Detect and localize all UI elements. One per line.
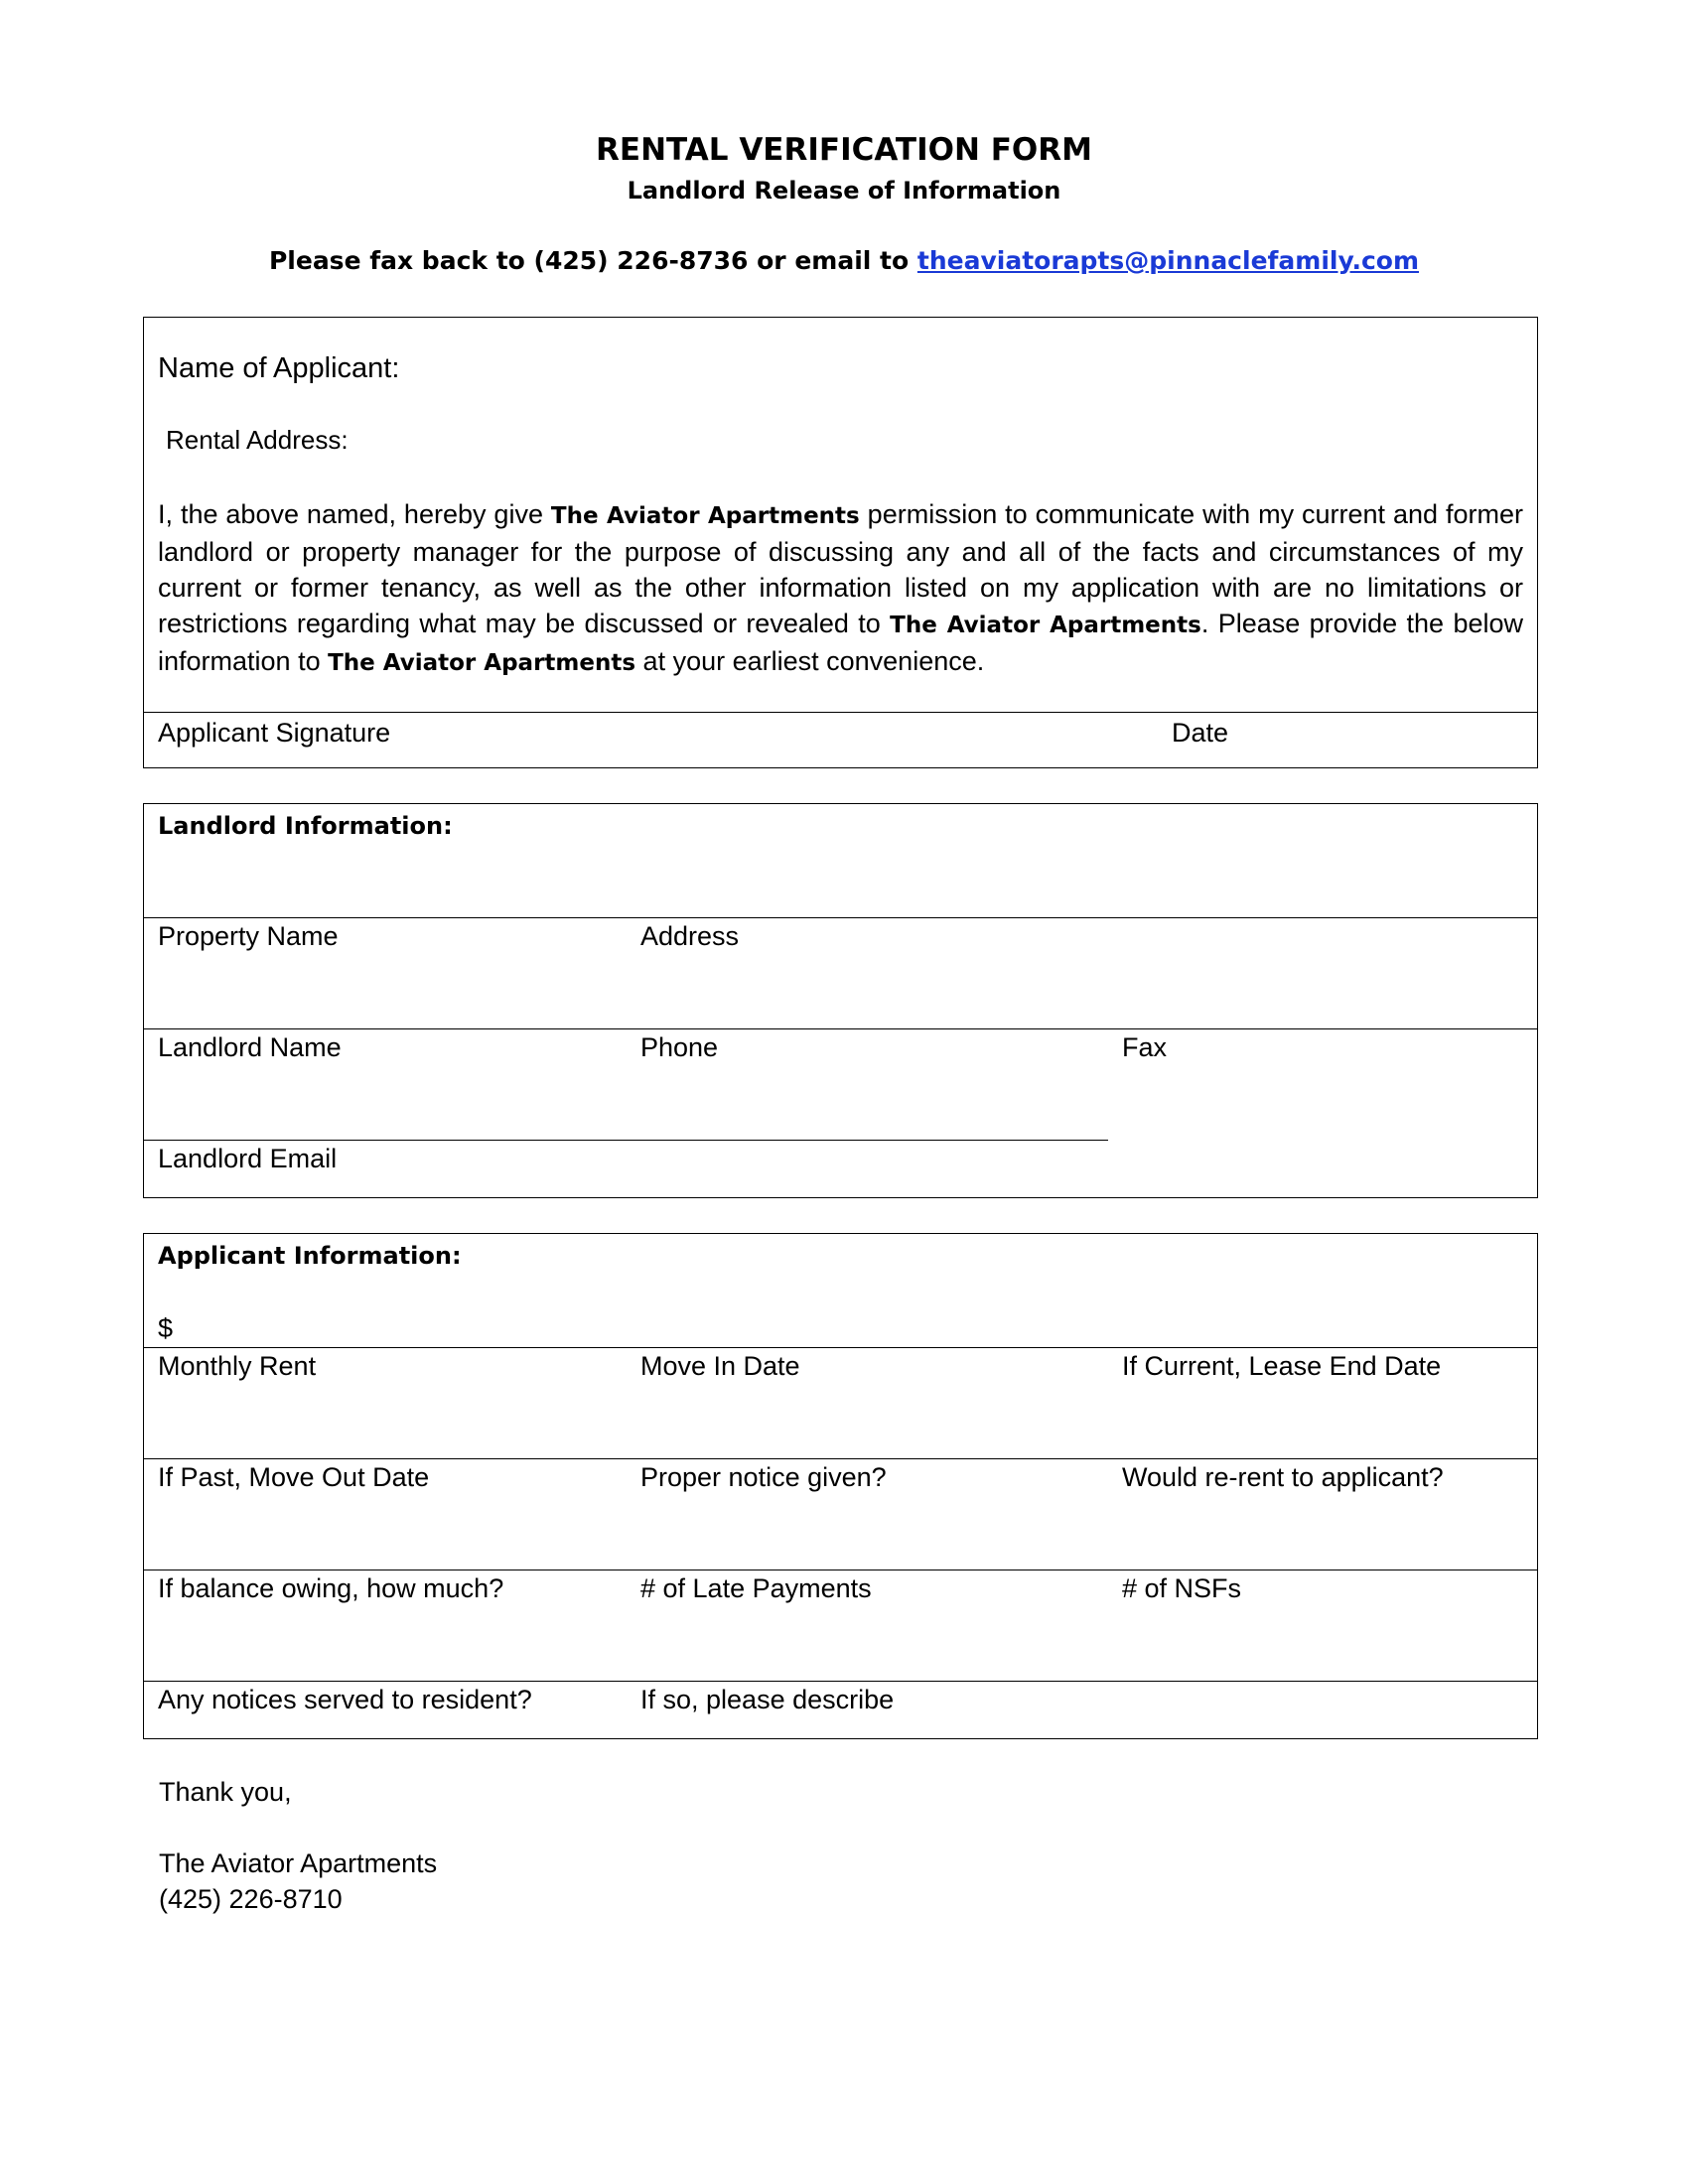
balance-label: If balance owing, how much? xyxy=(158,1573,504,1603)
applicant-heading: Applicant Information: xyxy=(158,1242,462,1270)
email-link[interactable]: theaviatorapts@pinnaclefamily.com xyxy=(916,246,1420,275)
lease-end-label: If Current, Lease End Date xyxy=(1122,1351,1442,1381)
landlord-name-label: Landlord Name xyxy=(158,1032,342,1062)
phone-label: Phone xyxy=(640,1032,719,1062)
company-name: The Aviator Apartments xyxy=(550,503,860,529)
applicant-name-label: Name of Applicant: xyxy=(158,352,400,384)
company-name: The Aviator Apartments xyxy=(890,613,1201,638)
nsf-label: # of NSFs xyxy=(1122,1573,1242,1603)
footer-company: The Aviator Apartments xyxy=(159,1848,438,1878)
notice-label: Proper notice given? xyxy=(640,1462,887,1492)
monthly-rent-label: Monthly Rent xyxy=(158,1351,317,1381)
notices-label: Any notices served to resident? xyxy=(158,1685,532,1714)
form-title: RENTAL VERIFICATION FORM xyxy=(596,132,1092,168)
address-label: Address xyxy=(640,921,740,951)
rerent-label: Would re-rent to applicant? xyxy=(1122,1462,1444,1492)
late-payments-label: # of Late Payments xyxy=(640,1573,872,1603)
fax-instructions xyxy=(0,246,1688,275)
fax-label: Fax xyxy=(1122,1032,1168,1062)
date-label: Date xyxy=(1172,718,1229,748)
describe-label: If so, please describe xyxy=(640,1685,895,1714)
move-in-label: Move In Date xyxy=(640,1351,800,1381)
move-out-label: If Past, Move Out Date xyxy=(158,1462,430,1492)
rental-address-label: Rental Address: xyxy=(166,425,349,455)
release-section xyxy=(143,317,1538,768)
landlord-email-label: Landlord Email xyxy=(158,1144,338,1173)
company-name: The Aviator Apartments xyxy=(328,650,636,676)
release-paragraph: I, the above named, hereby give The Aviator Apartments permission to communicate with my current and former landlord or property manager for the purpose of discussing any and all of the facts and circumstances of my current or former tenancy, as well as the other information listed on my application with are no limitations or restrictions regarding what may be discussed or revealed to The Aviator Apartments. Please provide the below information to The Aviator Apartments at your earliest convenience. xyxy=(158,499,1523,676)
signature-label: Applicant Signature xyxy=(158,718,391,748)
divider xyxy=(144,712,1537,713)
divider xyxy=(144,1347,1537,1348)
divider xyxy=(144,1458,1537,1459)
divider xyxy=(144,1140,1108,1141)
fax-text: Please fax back to (425) 226-8736 or email to xyxy=(268,246,917,275)
landlord-heading: Landlord Information: xyxy=(158,812,453,840)
divider xyxy=(144,1028,1537,1029)
landlord-section xyxy=(143,803,1538,1198)
divider xyxy=(144,917,1537,918)
dollar-sign: $ xyxy=(158,1313,174,1343)
applicant-section xyxy=(143,1233,1538,1739)
footer-phone: (425) 226-8710 xyxy=(159,1884,343,1914)
thanks-text: Thank you, xyxy=(159,1777,292,1807)
divider xyxy=(144,1681,1537,1682)
property-name-label: Property Name xyxy=(158,921,339,951)
form-subtitle: Landlord Release of Information xyxy=(627,177,1061,205)
